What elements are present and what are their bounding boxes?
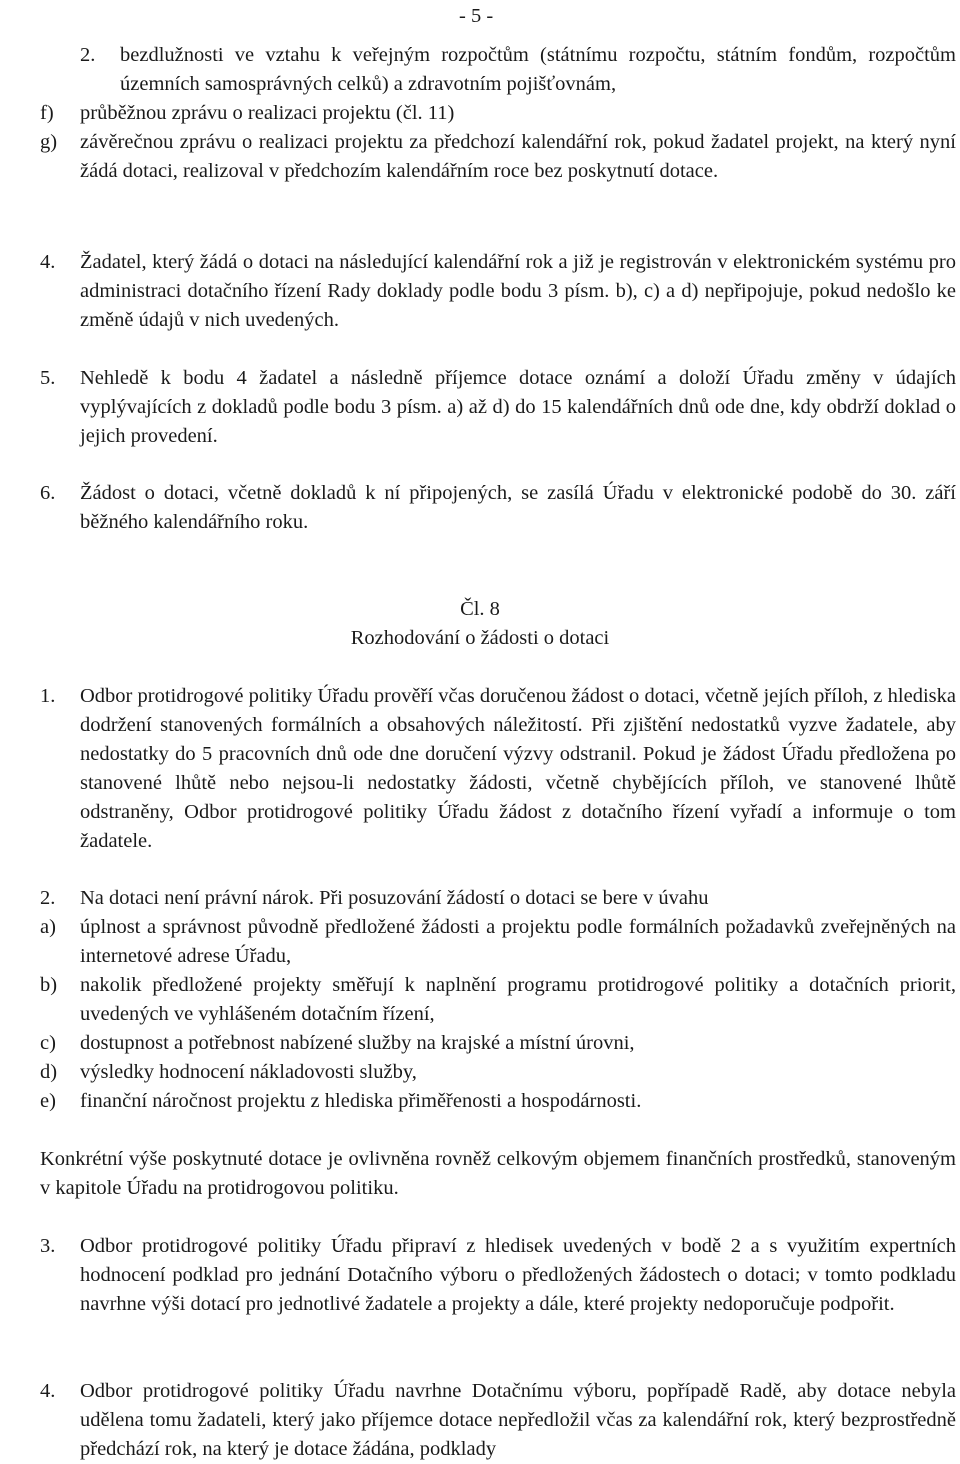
sub-text: výsledky hodnocení nákladovosti služby,: [80, 1061, 417, 1083]
article-title: Rozhodování o žádosti o dotaci: [350, 627, 610, 649]
sub-list-item: [40, 913, 956, 971]
point-label: 4.: [40, 251, 56, 273]
point-text: Žádost o dotaci, včetně dokladů k ní připojených, se zasílá Úřadu v elektronické podobě do 30. září běžného kalendářního roku.: [80, 482, 956, 533]
list-text: závěrečnou zprávu o realizaci projektu za předchozí kalendářní rok, pokud žadatel projekt, na který nyní žádá dotaci, realizoval v předchozím kalendářním roce bez poskytnutí dotace.: [80, 131, 956, 182]
sub-text: finanční náročnost projektu z hlediska přiměřenosti a hospodárnosti.: [80, 1090, 642, 1112]
sub-text: dostupnost a potřebnost nabízené služby na krajské a místní úrovni,: [80, 1032, 635, 1054]
list-label: f): [40, 102, 54, 124]
point-2-note: Konkrétní výše poskytnuté dotace je ovlivněna rovněž celkovým objemem finančních prostředků, stanoveným v kapitole Úřadu na protidrogovou politiku.: [40, 1148, 956, 1199]
point-label: 3.: [40, 1235, 56, 1257]
article-point-4: [40, 1377, 956, 1464]
point-text: Odbor protidrogové politiky Úřadu připraví z hledisek uvedených v bodě 2 a s využitím expertních hodnocení podklad pro jednání Dotačního výboru o předložených žádostech o dotaci; v tomto podkladu navrhne výši dotací pro jednotlivé žadatele a projekty a dále, které projekty nedoporučuje podpořit.: [80, 1235, 956, 1315]
list-label: 2.: [80, 44, 96, 66]
point-label: 5.: [40, 367, 56, 389]
sub-list-item: [40, 1087, 956, 1116]
list-label: g): [40, 131, 58, 153]
list-text: bezdlužnosti ve vztahu k veřejným rozpočtům (státnímu rozpočtu, státním fondům, rozpočtům územních samosprávných celků) a zdravotním pojišťovnám,: [120, 44, 956, 95]
article-point-2: [40, 884, 956, 913]
point-text: Žadatel, který žádá o dotaci na následující kalendářní rok a již je registrován v elektronickém systému pro administraci dotačního řízení Rady doklady podle bodu 3 písm. b), c) a d) nepřipojuje, pokud nedošlo ke změně údajů v nich uvedených.: [80, 251, 956, 331]
point-text: Odbor protidrogové politiky Úřadu navrhne Dotačnímu výboru, popřípadě Radě, aby dotace nebyla udělena tomu žadateli, který jako příjemce dotace nepředložil včas za kalendářní rok, který bezprostředně předchází rok, na který je dotace žádána, podklady: [80, 1380, 956, 1460]
sub-label: a): [40, 916, 56, 938]
sub-list-item: [40, 971, 956, 1029]
list-item: [80, 41, 956, 99]
list-text: průběžnou zprávu o realizaci projektu (čl. 11): [80, 102, 455, 124]
paragraph-point-6: [40, 479, 956, 537]
sub-list-item: [40, 1029, 956, 1058]
article-point-3: [40, 1232, 956, 1319]
sub-label: b): [40, 974, 58, 996]
point-label: 4.: [40, 1380, 56, 1402]
sub-label: e): [40, 1090, 56, 1112]
list-item: [40, 128, 956, 186]
point-text: Na dotaci není právní nárok. Při posuzování žádostí o dotaci se bere v úvahu: [80, 887, 709, 909]
article-number: Čl. 8: [460, 598, 500, 620]
sub-label: c): [40, 1032, 56, 1054]
sub-label: d): [40, 1061, 58, 1083]
paragraph-point-4: [40, 248, 956, 335]
point-text: Odbor protidrogové politiky Úřadu prověří včas doručenou žádost o dotaci, včetně jejích příloh, z hlediska dodržení stanovených formálních a obsahových náležitostí. Při zjištění nedostatků vyzve žadatele, aby nedostatky do 5 pracovních dnů ode dne doručení výzvy odstranil. Pokud je žádost Úřadu předložena po stanovené lhůtě nebo nejsou-li nedostatky žádosti, včetně chybějících příloh, ve stanovené lhůtě odstraněny, Odbor protidrogové politiky Úřadu žádost z dotačního řízení vyřadí a informuje o tom žadatele.: [80, 685, 956, 852]
page-number: - 5 -: [459, 5, 494, 27]
sub-text: úplnost a správnost původně předložené žádosti a projektu podle formálních požadavků zveřejněných na internetové adrese Úřadu,: [80, 916, 956, 967]
sub-list-item: [40, 1058, 956, 1087]
point-label: 2.: [40, 887, 56, 909]
article-point-1: [40, 682, 956, 856]
list-item: [40, 99, 956, 128]
point-label: 6.: [40, 482, 56, 504]
paragraph-point-5: [40, 364, 956, 451]
point-label: 1.: [40, 685, 56, 707]
point-text: Nehledě k bodu 4 žadatel a následně příjemce dotace oznámí a doloží Úřadu změny v údajích vyplývajících z dokladů podle bodu 3 písm. a) až d) do 15 kalendářních dnů ode dne, kdy obdrží doklad o jejich provedení.: [80, 367, 956, 447]
sub-text: nakolik předložené projekty směřují k naplnění programu protidrogové politiky a dotačních priorit, uvedených ve vyhlášeném dotačním řízení,: [80, 974, 956, 1025]
